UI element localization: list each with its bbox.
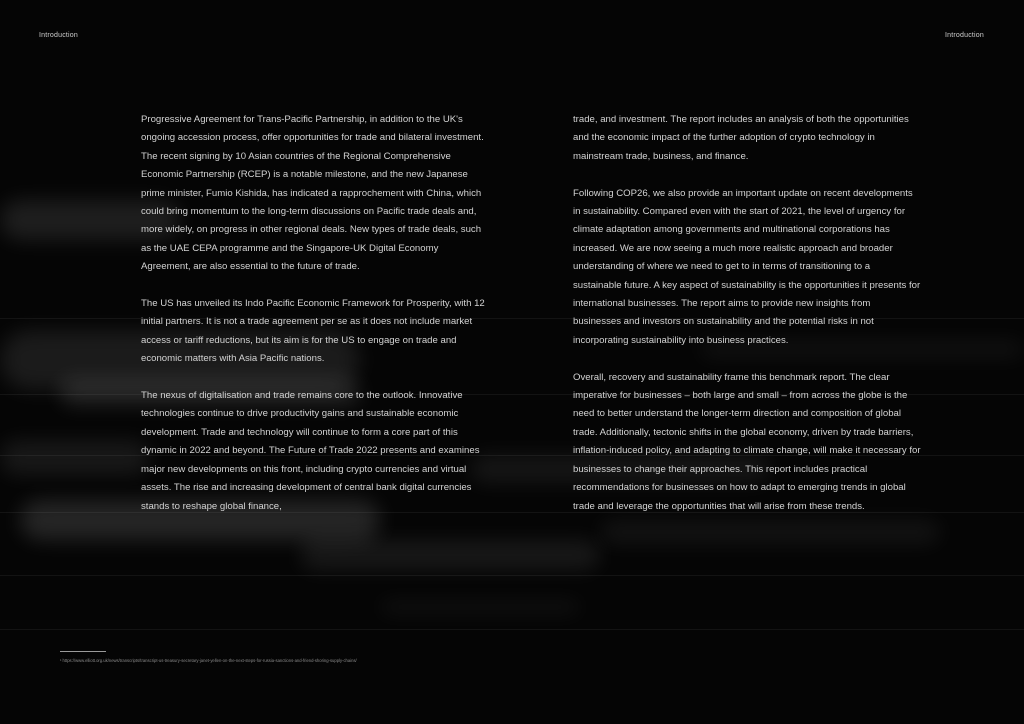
right-text-column (573, 111, 921, 534)
footnote: ¹ https://www.elliott.org.uk/news/transcripts/transcript-us-treasury-secretary-janet-yellen-on-the-next-steps-for-russia-sanctions-and-friend-shoring-supply-chains/ (60, 658, 357, 663)
paragraph: The US has unveiled its Indo Pacific Economic Framework for Prosperity, with 12 initial partners. It is not a trade agreement per se as it does not include market access or tariff reductions, but its aim is for the US to engage on trade and economic matters with Asia Pacific nations. (141, 298, 485, 365)
section-label-right: Introduction (945, 32, 984, 39)
footnote-divider (60, 651, 106, 652)
paragraph: Progressive Agreement for Trans-Pacific Partnership, in addition to the UK's ongoing accession process, offer opportunities for trade and bilateral investment. The recent signing by 10 Asian countries of the Regional Comprehensive Economic Partnership (RCEP) is a notable milestone, and the new Japanese prime minister, Fumio Kishida, has indicated a rapprochement with China, which could bring momentum to the long-term discussions on Pacific trade deals and, more widely, on progress in other regional deals. New types of trade deals, such as the UAE CEPA programme and the Singapore-UK Digital Economy Agreement, are also essential to the future of trade. (141, 114, 484, 273)
left-text-column (141, 111, 489, 534)
paragraph: Following COP26, we also provide an important update on recent developments in sustainability. Compared even with the start of 2021, the level of urgency for climate adaptation among governments and multinational corporations has increased. We are now seeing a much more realistic approach and broader understanding of where we need to get to in terms of transitioning to a sustainable future. A key aspect of sustainability is the opportunities it presents for international businesses. The report aims to provide new insights from businesses and investors on sustainability and the potential risks in not incorporating sustainability into business practices. (573, 187, 921, 346)
paragraph: trade, and investment. The report includes an analysis of both the opportunities and the economic impact of the further adoption of crypto technology in mainstream trade, business, and finance. (573, 114, 909, 162)
paragraph: Overall, recovery and sustainability frame this benchmark report. The clear imperative for businesses – both large and small – from across the globe is the need to better understand the longer-term direction and composition of global trade. Additionally, tectonic shifts in the global economy, driven by trade barriers, inflation-induced policy, and adapting to climate change, will make it necessary for businesses to change their approaches. This report includes practical recommendations for businesses on how to adapt to emerging trends in global trade and leverage the opportunities that will arise from these trends. (573, 371, 921, 512)
section-label-left: Introduction (39, 32, 78, 39)
paragraph: The nexus of digitalisation and trade remains core to the outlook. Innovative technologies continue to drive productivity gains and sustainable economic development. Trade and technology will continue to form a core part of this dynamic in 2022 and beyond. The Future of Trade 2022 presents and examines major new developments on this front, including crypto currencies and virtual assets. The rise and increasing development of central bank digital currencies stands to reshape global finance, (141, 390, 480, 512)
